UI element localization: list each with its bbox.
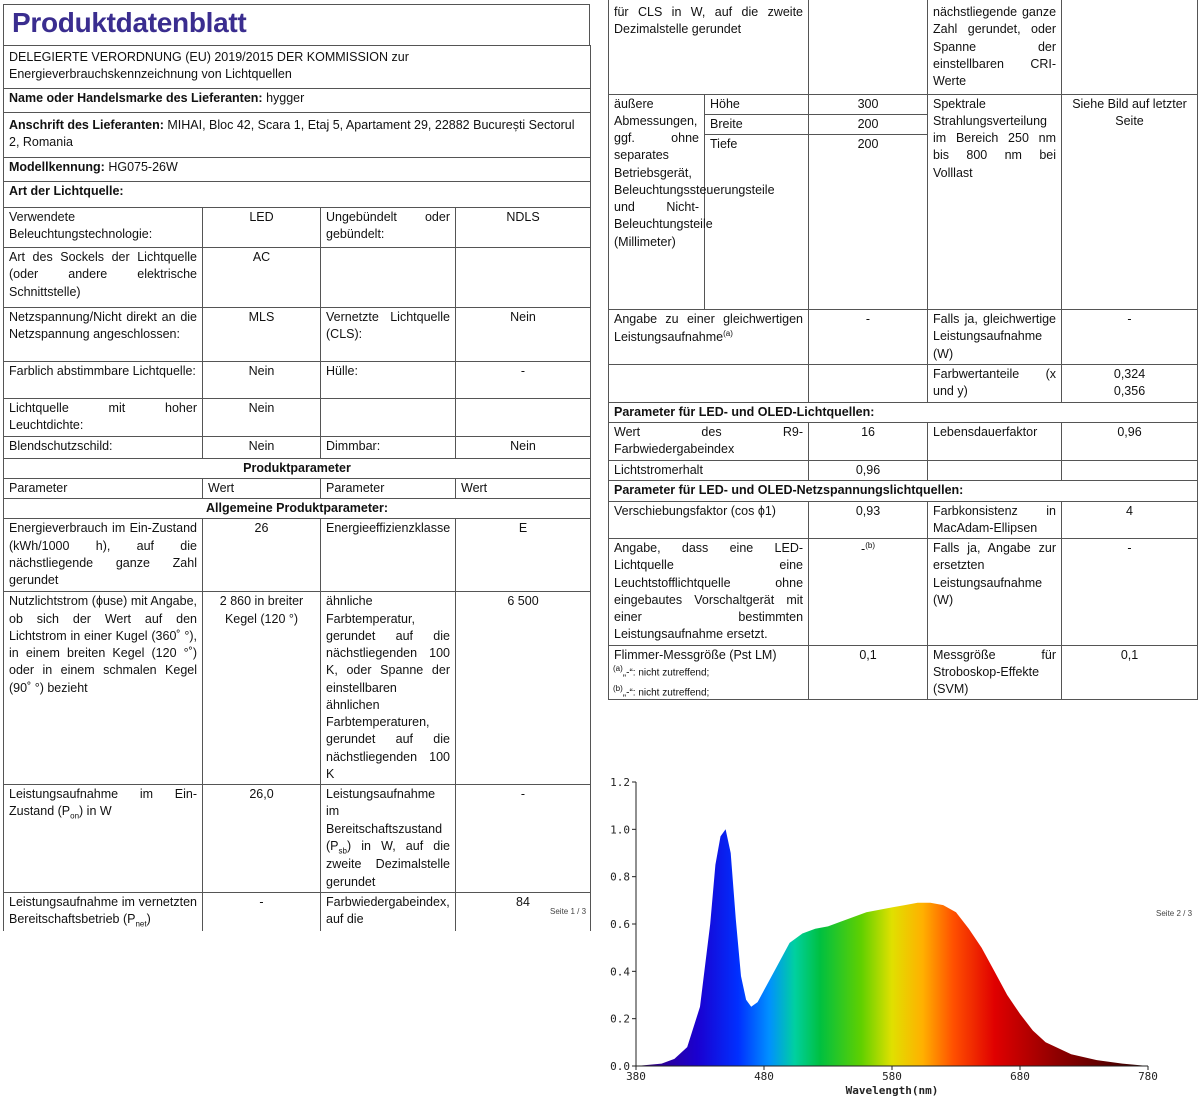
r9-value: 16	[809, 423, 928, 461]
page-number: Seite 2 / 3	[1156, 909, 1193, 918]
address-label: Anschrift des Lieferanten:	[9, 118, 164, 132]
empty-cell	[609, 364, 809, 402]
mains-label: Netzspannung/Nicht direkt an die Netzspannung angeschlossen:	[4, 308, 203, 362]
equivalent-power-label: Angabe zu einer gleichwertigen Leistungsaufnahme$^{(a)}$	[609, 310, 809, 365]
energy-consumption-label: Energieverbrauch im Ein-Zustand (kWh/1000 h), auf die nächstliegende ganze Zahl gerundet	[4, 519, 203, 592]
cri-continued: nächstliegende ganze Zahl gerundet, oder Spanne der einstellbaren CRI-Werte	[928, 0, 1062, 94]
cct-label: ähnliche Farbtemperatur, gerundet auf die nächstliegenden 100 K, oder Spanne der einstellbaren ähnlichen Farbtemperaturen, gerundet auf die nächstliegenden 100 K	[321, 592, 456, 785]
empty-cell	[928, 461, 1062, 481]
colour-consistency-value: 4	[1062, 501, 1198, 539]
empty-cell	[809, 0, 928, 94]
chromaticity-value: 0,324 0,356	[1062, 364, 1198, 402]
general-params-header: Allgemeine Produktparameter:	[4, 499, 591, 519]
replacement-claim-label: Angabe, dass eine LED-Lichtquelle eine Leuchtstofflichtquelle ohne eingebautes Vorschaltgerät mit einer bestimmten Leistungsaufnahme ersetzt.	[609, 539, 809, 646]
col-value-header: Wert	[456, 478, 591, 498]
lumen-maintenance-label: Lichtstromerhalt	[609, 461, 809, 481]
x-axis-label: Wavelength(nm)	[845, 1084, 939, 1097]
directional-value: NDLS	[456, 208, 591, 248]
spectral-label: Spektrale Strahlungsverteilung im Bereich 250 nm bis 800 nm bei Volllast	[928, 94, 1062, 310]
colour-consistency-label: Farbkonsistenz in MacAdam-Ellipsen	[928, 501, 1062, 539]
cls-label: Vernetzte Lichtquelle (CLS):	[321, 308, 456, 362]
y-tick-label: 0.2	[610, 1012, 630, 1026]
cap-type-label: Art des Sockels der Lichtquelle (oder andere elektrische Schnittstelle)	[4, 248, 203, 308]
footnote-b: $^{(b)}$„-“: nicht zutreffend;	[613, 684, 710, 699]
page-number: Seite 1 / 3	[550, 907, 587, 916]
y-tick-label: 0.4	[610, 965, 630, 979]
empty-cell	[1062, 461, 1198, 481]
directional-label: Ungebündelt oder gebündelt:	[321, 208, 456, 248]
col-value-header: Wert	[203, 478, 321, 498]
product-data-table-continued	[608, 0, 1198, 700]
cls-standby-continued: für CLS in W, auf die zweite Dezimalstelle gerundet	[609, 0, 809, 94]
y-tick-label: 0.8	[610, 870, 630, 884]
displacement-factor-value: 0,93	[809, 501, 928, 539]
mains-value: MLS	[203, 308, 321, 362]
standby-power-label: Leistungsaufnahme im Bereitschaftszustand $(P_{sb})$ in W, auf die zweite Dezimalstelle gerundet	[321, 785, 456, 893]
dimensions-label: äußere Abmessungen, ggf. ohne separates Betriebsgerät, Beleuchtungssteuerungsteile und Nicht-Beleuchtungsteile (Millimeter)	[609, 94, 705, 310]
replacement-claim-value: -$^{(b)}$	[809, 539, 928, 646]
spectral-distribution-chart	[600, 770, 1180, 1098]
if-yes-label: Falls ja, gleichwertige Leistungsaufnahme (W)	[928, 310, 1062, 365]
replaced-power-value: -	[1062, 539, 1198, 646]
energy-class-value: E	[456, 519, 591, 592]
light-type-header: Art der Lichtquelle:	[4, 182, 591, 208]
technology-label: Verwendete Beleuchtungstechnologie:	[4, 208, 203, 248]
anti-glare-label: Blendschutzschild:	[4, 436, 203, 458]
equivalent-power-value: -	[809, 310, 928, 365]
luminous-flux-value: 2 860 in breiter Kegel (120 °)	[203, 592, 321, 785]
cls-value: Nein	[456, 308, 591, 362]
empty-cell	[809, 155, 928, 310]
y-tick-label: 0.6	[610, 918, 630, 931]
height-value: 300	[809, 94, 928, 114]
model-label: Modellkennung:	[9, 160, 105, 174]
spectral-value: Siehe Bild auf letzter Seite	[1062, 94, 1198, 310]
depth-label: Tiefe	[705, 135, 809, 155]
spectrum-area	[636, 829, 1148, 1066]
luminous-flux-label: Nutzlichtstrom (ϕuse) mit Angabe, ob sich der Wert auf den Lichtstrom in einer Kugel (360˚ °), in einem breiten Kegel (120 °˚) oder in einem schmalen Kegel (90˚ °) bezieht	[4, 592, 203, 785]
flicker-label: Flimmer-Messgröße (Pst LM)	[609, 645, 809, 700]
cri-label: Farbwiedergabeindex, auf die	[321, 892, 456, 930]
dimmable-label: Dimmbar:	[321, 436, 456, 458]
x-tick-label: 580	[882, 1070, 902, 1083]
net-standby-label: Leistungsaufnahme im vernetzten Bereitschaftsbetrieb $(P_{net})$	[4, 892, 203, 930]
if-yes-value: -	[1062, 310, 1198, 365]
x-tick-label: 380	[626, 1070, 646, 1083]
plot-area	[610, 776, 1158, 1097]
replaced-power-label: Falls ja, Angabe zur ersetzten Leistungsaufnahme (W)	[928, 539, 1062, 646]
on-power-value: 26,0	[203, 785, 321, 893]
empty-cell	[1062, 0, 1198, 94]
cap-type-value: AC	[203, 248, 321, 308]
x-tick-label: 780	[1138, 1070, 1158, 1083]
supplier-label: Name oder Handelsmarke des Lieferanten:	[9, 91, 263, 105]
height-label: Höhe	[705, 94, 809, 114]
footnote-a: $^{(a)}$„-“: nicht zutreffend;	[613, 664, 710, 679]
tunable-value: Nein	[203, 362, 321, 399]
col-param-header: Parameter	[321, 478, 456, 498]
survival-factor-value: 0,96	[1062, 423, 1198, 461]
envelope-label: Hülle:	[321, 362, 456, 399]
width-label: Breite	[705, 114, 809, 134]
anti-glare-value: Nein	[203, 436, 321, 458]
high-luminance-label: Lichtquelle mit hoher Leuchtdichte:	[4, 399, 203, 437]
displacement-factor-label: Verschiebungsfaktor (cos ϕ1)	[609, 501, 809, 539]
width-value: 200	[809, 114, 928, 134]
empty-cell	[705, 155, 809, 310]
empty-cell	[809, 364, 928, 402]
high-luminance-value: Nein	[203, 399, 321, 437]
on-power-label: Leistungsaufnahme im Ein-Zustand $(P_{on})$ in W	[4, 785, 203, 893]
x-tick-label: 480	[754, 1070, 774, 1083]
energy-class-label: Energieeffizienzklasse	[321, 519, 456, 592]
page-title: Produktdatenblatt	[12, 7, 247, 38]
energy-consumption-value: 26	[203, 519, 321, 592]
led-params-header: Parameter für LED- und OLED-Lichtquellen:	[609, 402, 1198, 422]
y-tick-label: 1.0	[610, 823, 630, 837]
y-tick-label: 0.0	[610, 1060, 630, 1073]
stroboscopic-label: Messgröße für Stroboskop-Effekte (SVM)	[928, 645, 1062, 700]
net-standby-value: -	[203, 892, 321, 930]
address-value: MIHAI, Bloc 42, Scara 1, Etaj 5, Apartament 29, 22882 București Sectorul 2, Romania	[9, 118, 575, 150]
mls-params-header: Parameter für LED- und OLED-Netzspannungslichtquellen:	[609, 481, 1198, 501]
lumen-maintenance-value: 0,96	[809, 461, 928, 481]
model-value: HG075-26W	[108, 160, 178, 174]
supplier-value: hygger	[266, 91, 305, 105]
depth-value: 200	[809, 135, 928, 155]
regulation-text: DELEGIERTE VERORDNUNG (EU) 2019/2015 DER KOMMISSION zur Energieverbrauchskennzeichnung von Lichtquellen	[4, 46, 591, 89]
r9-label: Wert des R9-Farbwiedergabeindex	[609, 423, 809, 461]
technology-value: LED	[203, 208, 321, 248]
col-param-header: Parameter	[4, 478, 203, 498]
envelope-value: -	[456, 362, 591, 399]
tunable-label: Farblich abstimmbare Lichtquelle:	[4, 362, 203, 399]
product-params-header: Produktparameter	[4, 458, 591, 478]
y-tick-label: 1.2	[610, 776, 630, 789]
chromaticity-label: Farbwertanteile (x und y)	[928, 364, 1062, 402]
survival-factor-label: Lebensdauerfaktor	[928, 423, 1062, 461]
cct-value: 6 500	[456, 592, 591, 785]
x-tick-label: 680	[1010, 1070, 1030, 1083]
dimmable-value: Nein	[456, 436, 591, 458]
standby-power-value: -	[456, 785, 591, 893]
flicker-value: 0,1	[809, 645, 928, 700]
stroboscopic-value: 0,1	[1062, 645, 1198, 700]
cri-value: 84	[456, 892, 591, 930]
